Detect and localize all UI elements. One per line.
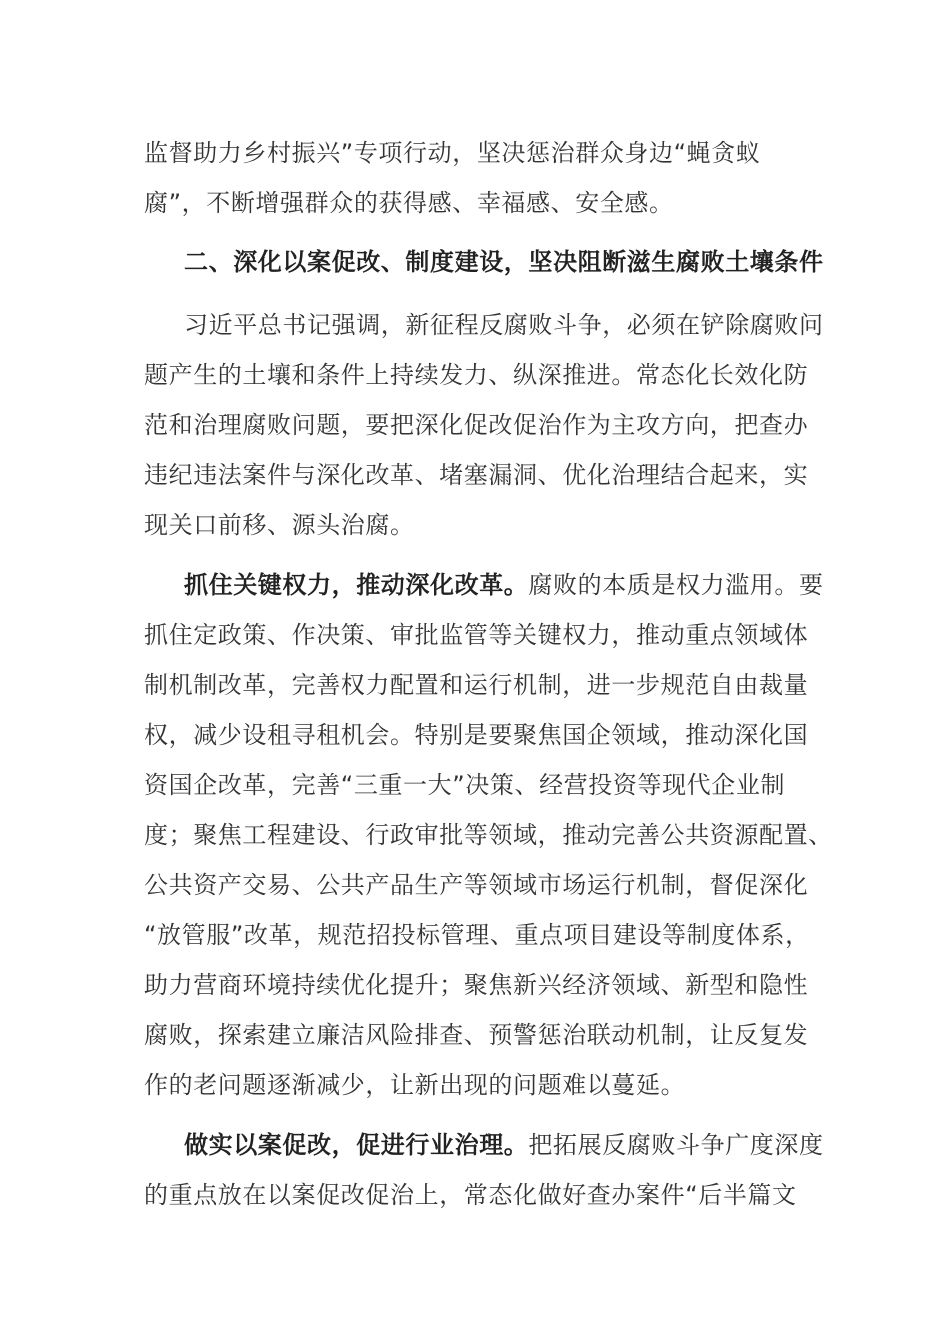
paragraph-line: 公共资产交易、公共产品生产等领域市场运行机制，督促深化 xyxy=(144,871,809,899)
paragraph-line: 现关口前移、源头治腐。 xyxy=(144,511,415,539)
paragraph-line xyxy=(184,1129,824,1161)
paragraph-line: 的重点放在以案促改促治上，常态化做好查办案件“后半篇文 xyxy=(144,1181,797,1209)
paragraph-line: 助力营商环境持续优化提升；聚焦新兴经济领域、新型和隐性 xyxy=(144,971,809,999)
paragraph-line xyxy=(184,569,824,601)
lead-phrase: 抓住关键权力，推动深化改革。 xyxy=(184,571,529,599)
paragraph-line: “放管服”改革，规范招投标管理、重点项目建设等制度体系， xyxy=(144,921,810,949)
paragraph-line: 权，减少设租寻租机会。特别是要聚焦国企领域，推动深化国 xyxy=(144,721,809,749)
paragraph-line: 抓住定政策、作决策、审批监管等关键权力，推动重点领域体 xyxy=(144,621,809,649)
paragraph-line: 腐”，不断增强群众的获得感、幸福感、安全感。 xyxy=(144,189,674,217)
paragraph-line: 作的老问题逐渐减少，让新出现的问题难以蔓延。 xyxy=(144,1071,686,1099)
paragraph-line: 度；聚焦工程建设、行政审批等领域，推动完善公共资源配置、 xyxy=(144,821,833,849)
paragraph-line: 监督助力乡村振兴”专项行动，坚决惩治群众身边“蝇贪蚁 xyxy=(144,139,761,167)
paragraph-line: 制机制改革，完善权力配置和运行机制，进一步规范自由裁量 xyxy=(144,671,809,699)
paragraph-line: 习近平总书记强调，新征程反腐败斗争，必须在铲除腐败问 xyxy=(184,311,824,339)
paragraph-line: 腐败，探索建立廉洁风险排查、预警惩治联动机制，让反复发 xyxy=(144,1021,809,1049)
lead-phrase: 做实以案促改，促进行业治理。 xyxy=(184,1131,529,1159)
paragraph-line: 题产生的土壤和条件上持续发力、纵深推进。常态化长效化防 xyxy=(144,361,809,389)
paragraph-line: 资国企改革，完善“三重一大”决策、经营投资等现代企业制 xyxy=(144,771,786,799)
paragraph-text: 把拓展反腐败斗争广度深度 xyxy=(528,1131,824,1159)
paragraph-text: 腐败的本质是权力滥用。要 xyxy=(528,571,824,599)
paragraph-line: 范和治理腐败问题，要把深化促改促治作为主攻方向，把查办 xyxy=(144,411,809,439)
paragraph-line: 违纪违法案件与深化改革、堵塞漏洞、优化治理结合起来，实 xyxy=(144,461,809,489)
section-heading: 二、深化以案促改、制度建设，坚决阻断滋生腐败土壤条件 xyxy=(184,248,824,276)
